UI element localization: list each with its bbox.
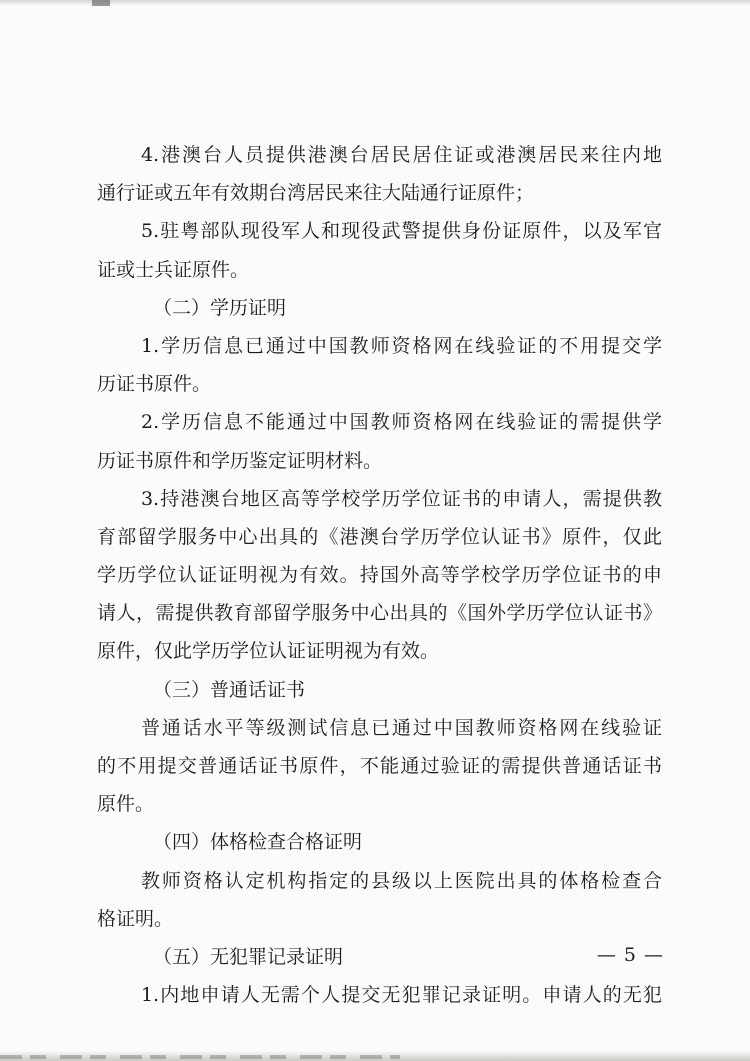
section-heading: （三）普通话证书 [153, 678, 306, 701]
body-line: 原件，仅此学历学位认证证明视为有效。 [97, 640, 440, 663]
section-heading: （四）体格检查合格证明 [153, 831, 363, 854]
body-line: 普通话水平等级测试信息已通过中国教师资格网在线验证 [141, 716, 662, 739]
scan-mark [0, 1055, 400, 1059]
body-line: 1.内地申请人无需个人提交无犯罪记录证明。申请人的无犯 [141, 984, 662, 1007]
page-number: — 5 — [596, 944, 664, 966]
body-line: 5.驻粤部队现役军人和现役武警提供身份证原件，以及军官 [141, 220, 662, 243]
body-line: 证或士兵证原件。 [97, 258, 250, 281]
body-line: 学历学位认证证明视为有效。持国外高等学校学历学位证书的申 [97, 564, 662, 587]
body-line: 历证书原件和学历鉴定证明材料。 [97, 449, 383, 472]
body-line: 请人，需提供教育部留学服务中心出具的《国外学历学位认证书》 [97, 602, 662, 625]
document-body [97, 136, 662, 1014]
body-line: 的不用提交普通话证书原件，不能通过验证的需提供普通话证书 [97, 755, 662, 777]
scan-mark [92, 0, 110, 6]
body-line: 育部留学服务中心出具的《港澳台学历学位认证书》原件，仅此 [97, 525, 662, 548]
body-line: 格证明。 [97, 907, 174, 930]
body-line: 3.持港澳台地区高等学校学历学位证书的申请人，需提供教 [141, 487, 662, 510]
section-heading: （二）学历证明 [153, 296, 287, 319]
scan-edge-top [0, 0, 750, 6]
body-line: 2.学历信息不能通过中国教师资格网在线验证的需提供学 [141, 411, 662, 434]
body-line: 1.学历信息已通过中国教师资格网在线验证的不用提交学 [141, 334, 662, 357]
body-line: 4.港澳台人员提供港澳台居民居住证或港澳居民来往内地 [141, 144, 662, 166]
body-line: 原件。 [97, 793, 155, 816]
body-line: 教师资格认定机构指定的县级以上医院出具的体格检查合 [141, 869, 662, 892]
body-line: 历证书原件。 [97, 373, 212, 396]
body-line: 通行证或五年有效期台湾居民来往大陆通行证原件； [97, 182, 535, 205]
section-heading: （五）无犯罪记录证明 [153, 945, 344, 968]
